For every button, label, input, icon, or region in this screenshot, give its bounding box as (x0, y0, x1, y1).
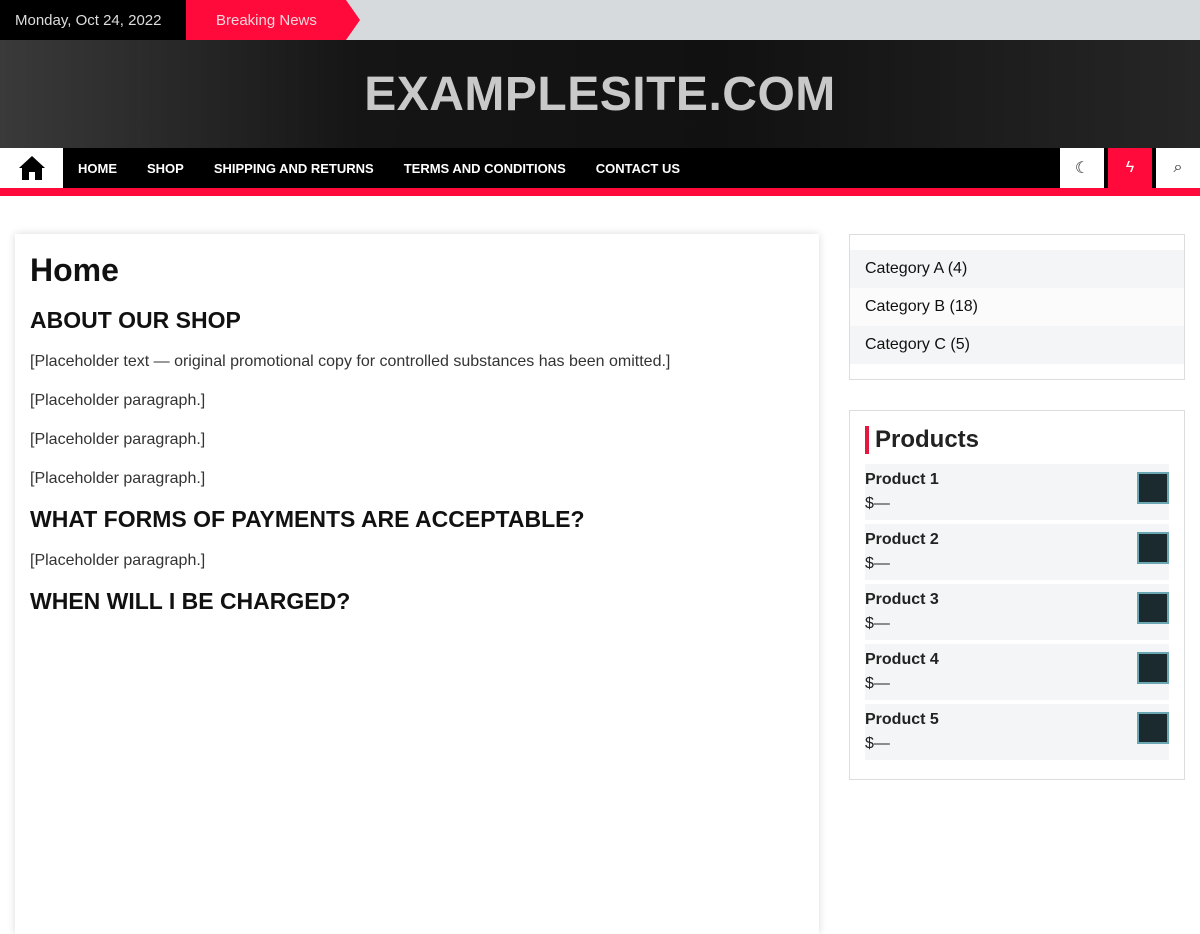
paragraph: [Placeholder paragraph.] (30, 392, 206, 409)
product-thumbnail[interactable] (1137, 712, 1169, 744)
paragraph: [Placeholder paragraph.] (30, 552, 206, 569)
section-heading: WHAT FORMS OF PAYMENTS ARE ACCEPTABLE? (30, 506, 585, 532)
current-date: Monday, Oct 24, 2022 (0, 0, 186, 40)
nav-item-contact[interactable]: CONTACT US (595, 160, 681, 176)
product-item[interactable] (865, 464, 1169, 520)
widget-title: Products (865, 426, 1169, 454)
breaking-news-label: Breaking News (186, 0, 346, 40)
page-title: Home (30, 252, 119, 288)
product-price: $— (865, 555, 890, 572)
product-item[interactable] (865, 524, 1169, 580)
products-widget (849, 410, 1185, 780)
home-icon[interactable] (0, 148, 63, 188)
category-link[interactable]: Category C (5) (850, 326, 1184, 364)
product-item[interactable] (865, 704, 1169, 760)
section-heading: WHEN WILL I BE CHARGED? (30, 588, 351, 614)
search-icon[interactable]: ⌕ (1156, 148, 1200, 188)
bolt-icon[interactable]: ϟ (1108, 148, 1152, 188)
category-link[interactable]: Category A (4) (850, 250, 1184, 288)
site-title[interactable]: EXAMPLESITE.COM (364, 67, 836, 121)
moon-icon[interactable]: ☾ (1060, 148, 1104, 188)
product-price: $— (865, 615, 890, 632)
paragraph: [Placeholder paragraph.] (30, 431, 206, 448)
main-content (15, 234, 819, 934)
nav-item-shipping[interactable]: SHIPPING AND RETURNS (213, 160, 374, 176)
main-navigation (0, 148, 1200, 196)
product-name[interactable]: Product 3 (865, 591, 939, 608)
product-price: $— (865, 495, 890, 512)
site-header (0, 40, 1200, 148)
paragraph: [Placeholder paragraph.] (30, 470, 206, 487)
nav-item-home[interactable]: HOME (78, 160, 117, 176)
product-thumbnail[interactable] (1137, 592, 1169, 624)
product-item[interactable] (865, 644, 1169, 700)
product-thumbnail[interactable] (1137, 652, 1169, 684)
nav-item-terms[interactable]: TERMS AND CONDITIONS (403, 160, 566, 176)
category-widget (849, 234, 1185, 380)
section-heading: ABOUT OUR SHOP (30, 307, 241, 333)
product-price: $— (865, 735, 890, 752)
product-name[interactable]: Product 4 (865, 651, 939, 668)
nav-item-shop[interactable]: SHOP (147, 160, 184, 176)
product-thumbnail[interactable] (1137, 472, 1169, 504)
product-thumbnail[interactable] (1137, 532, 1169, 564)
paragraph: [Placeholder text — original promotional copy for controlled substances has been omitted.] (30, 353, 671, 370)
top-bar (0, 0, 1200, 40)
product-name[interactable]: Product 1 (865, 471, 939, 488)
product-item[interactable] (865, 584, 1169, 640)
sidebar (849, 234, 1185, 934)
product-name[interactable]: Product 5 (865, 711, 939, 728)
nav-menu (63, 148, 1056, 188)
product-name[interactable]: Product 2 (865, 531, 939, 548)
product-price: $— (865, 675, 890, 692)
category-link[interactable]: Category B (18) (850, 288, 1184, 326)
